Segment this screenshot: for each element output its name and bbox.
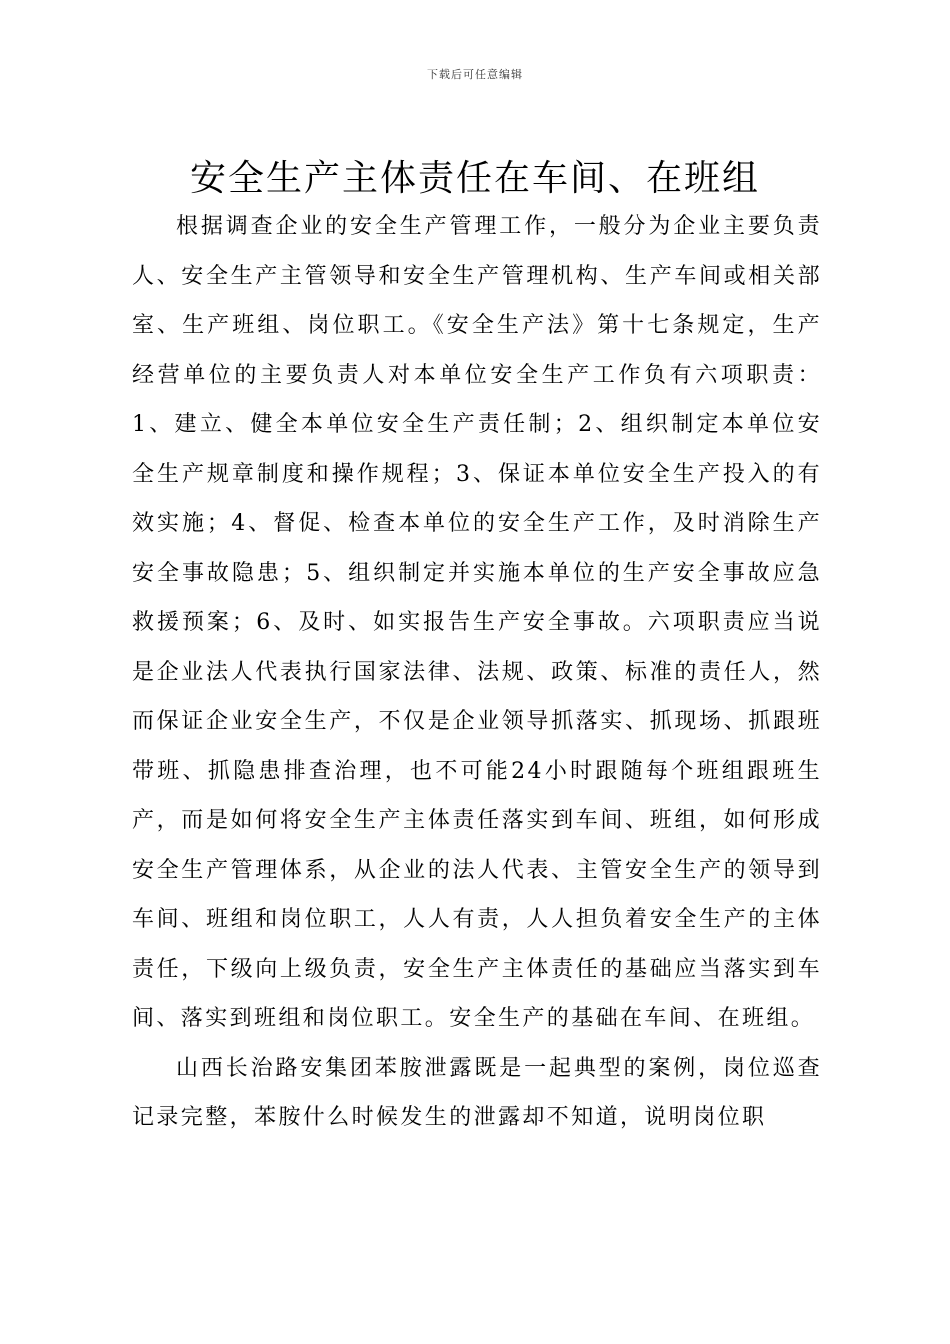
header-note: 下载后可任意编辑 [427, 68, 523, 81]
document-body [132, 202, 822, 1143]
paragraph-2: 山西长治路安集团苯胺泄露既是一起典型的案例，岗位巡查记录完整，苯胺什么时候发生的泄露却不知道，说明岗位职 [132, 1055, 822, 1130]
paragraph-1: 根据调查企业的安全生产管理工作，一般分为企业主要负责人、安全生产主管领导和安全生产管理机构、生产车间或相关部室、生产班组、岗位职工。《安全生产法》第十七条规定，生产经营单位的主要负责人对本单位安全生产工作负有六项职责：1、建立、健全本单位安全生产责任制；2、组织制定本单位安全生产规章制度和操作规程；3、保证本单位安全生产投入的有效实施；4、督促、检查本单位的安全生产工作，及时消除生产安全事故隐患；5、组织制定并实施本单位的生产安全事故应急救援预案；6、及时、如实报告生产安全事故。六项职责应当说是企业法人代表执行国家法律、法规、政策、标准的责任人，然而保证企业安全生产，不仅是企业领导抓落实、抓现场、抓跟班带班、抓隐患排查治理，也不可能24小时跟随每个班组跟班生产，而是如何将安全生产主体责任落实到车间、班组，如何形成安全生产管理体系，从企业的法人代表、主管安全生产的领导到车间、班组和岗位职工，人人有责，人人担负着安全生产的主体责任，下级向上级负责，安全生产主体责任的基础应当落实到车间、落实到班组和岗位职工。安全生产的基础在车间、在班组。 [132, 214, 822, 1031]
document-title: 安全生产主体责任在车间、在班组 [189, 158, 760, 199]
